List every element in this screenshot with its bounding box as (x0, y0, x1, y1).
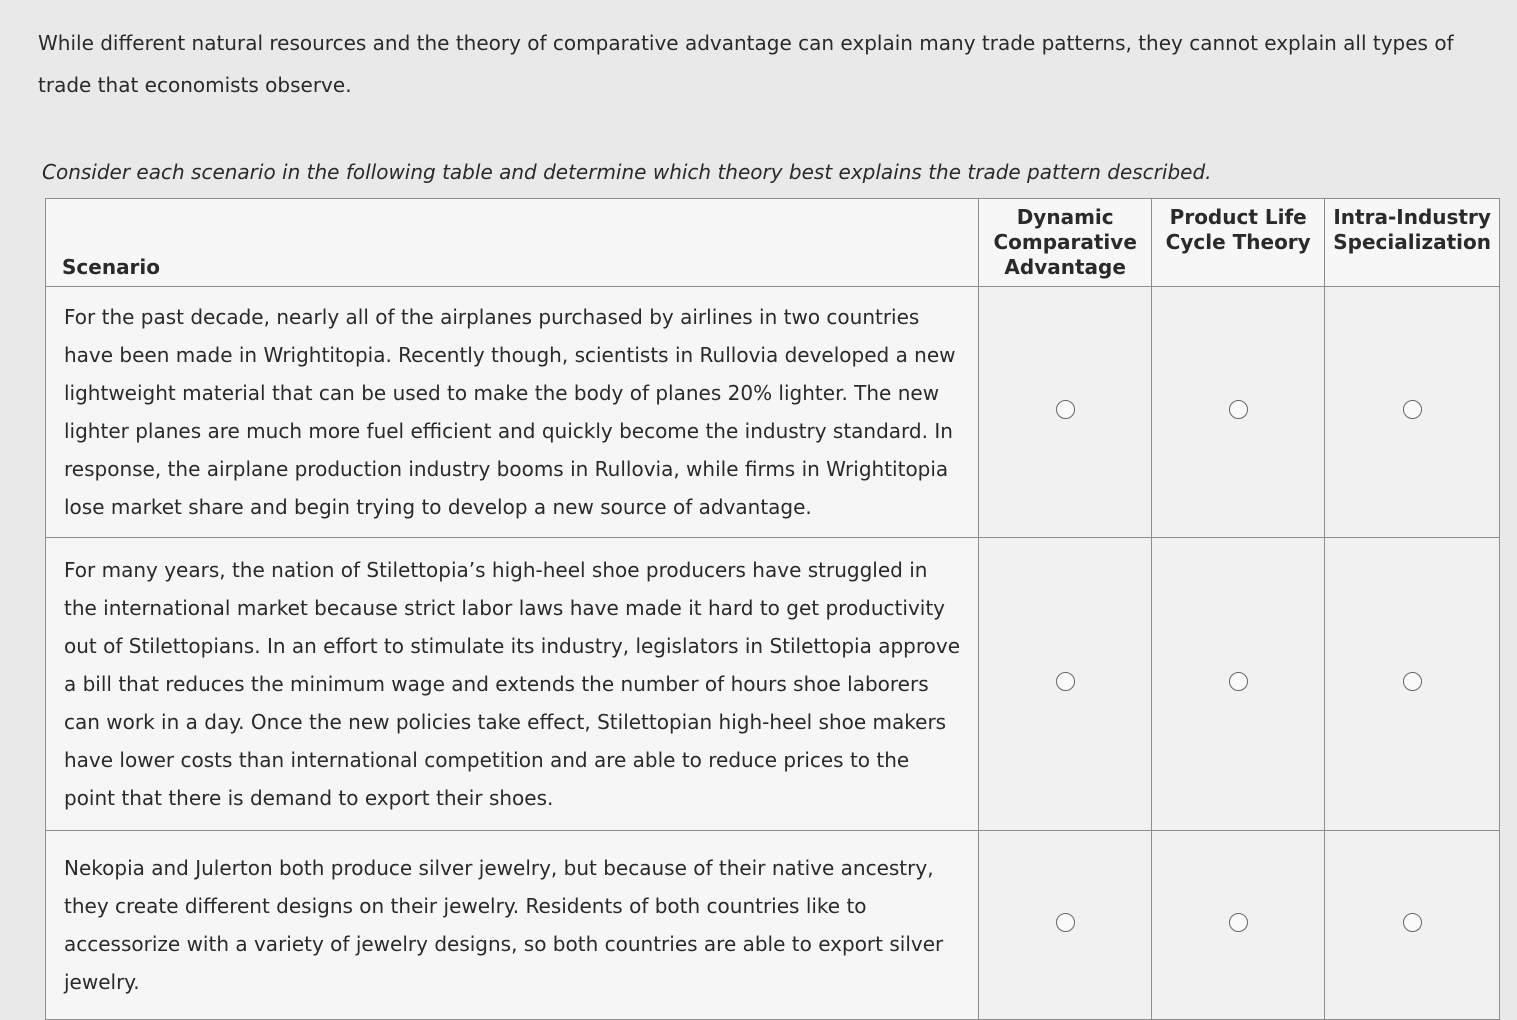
scenario-text: For many years, the nation of Stilettopia’s high-heel shoe producers have struggled in the international market because strict labor laws have made it hard to get productivity out of Stilettopians. In an effort to stimulate its industry, legislators in Stilettopia approve a bill that reduces the minimum wage and extends the number of hours shoe laborers can work in a day. Once the new policies take effect, Stilettopian high-heel shoe makers have lower costs than international competition and are able to reduce prices to the point that there is demand to export their shoes. (46, 538, 979, 831)
option-cell (979, 538, 1152, 831)
header-scenario: Scenario (46, 199, 979, 287)
option-cell (1325, 538, 1500, 831)
table-header-row (46, 199, 1500, 287)
radio-product-life-cycle-theory[interactable] (1229, 672, 1248, 691)
option-cell (1325, 287, 1500, 538)
radio-dynamic-comparative-advantage[interactable] (1056, 672, 1075, 691)
radio-intra-industry-specialization[interactable] (1403, 913, 1422, 932)
header-intra-industry-specialization: Intra-Industry Specialization (1325, 199, 1500, 287)
scenario-table (45, 198, 1500, 1020)
table-row (46, 538, 1500, 831)
option-cell (1152, 287, 1325, 538)
option-cell (1152, 538, 1325, 831)
radio-dynamic-comparative-advantage[interactable] (1056, 400, 1075, 419)
radio-intra-industry-specialization[interactable] (1403, 400, 1422, 419)
header-dynamic-comparative-advantage: Dynamic Comparative Advantage (979, 199, 1152, 287)
option-cell (979, 287, 1152, 538)
radio-dynamic-comparative-advantage[interactable] (1056, 913, 1075, 932)
radio-product-life-cycle-theory[interactable] (1229, 913, 1248, 932)
intro-text: While different natural resources and the theory of comparative advantage can explain many trade patterns, they cannot explain all types of trade that economists observe. (38, 31, 1454, 97)
table-row (46, 287, 1500, 538)
table-row (46, 831, 1500, 1020)
scenario-text: Nekopia and Julerton both produce silver jewelry, but because of their native ancestry, they create different designs on their jewelry. Residents of both countries like to accessorize with a variety of jewelry designs, so both countries are able to export silver jewelry. (46, 831, 979, 1020)
header-product-life-cycle-theory: Product Life Cycle Theory (1152, 199, 1325, 287)
scenario-text: For the past decade, nearly all of the airplanes purchased by airlines in two countries have been made in Wrightitopia. Recently though, scientists in Rullovia developed a new lightweight material that can be used to make the body of planes 20% lighter. The new lighter planes are much more fuel efficient and quickly become the industry standard. In response, the airplane production industry booms in Rullovia, while firms in Wrightitopia lose market share and begin trying to develop a new source of advantage. (46, 287, 979, 538)
option-cell (1325, 831, 1500, 1020)
option-cell (979, 831, 1152, 1020)
option-cell (1152, 831, 1325, 1020)
radio-product-life-cycle-theory[interactable] (1229, 400, 1248, 419)
radio-intra-industry-specialization[interactable] (1403, 672, 1422, 691)
instruction-text: Consider each scenario in the following table and determine which theory best explains the trade pattern described. (42, 160, 1212, 184)
